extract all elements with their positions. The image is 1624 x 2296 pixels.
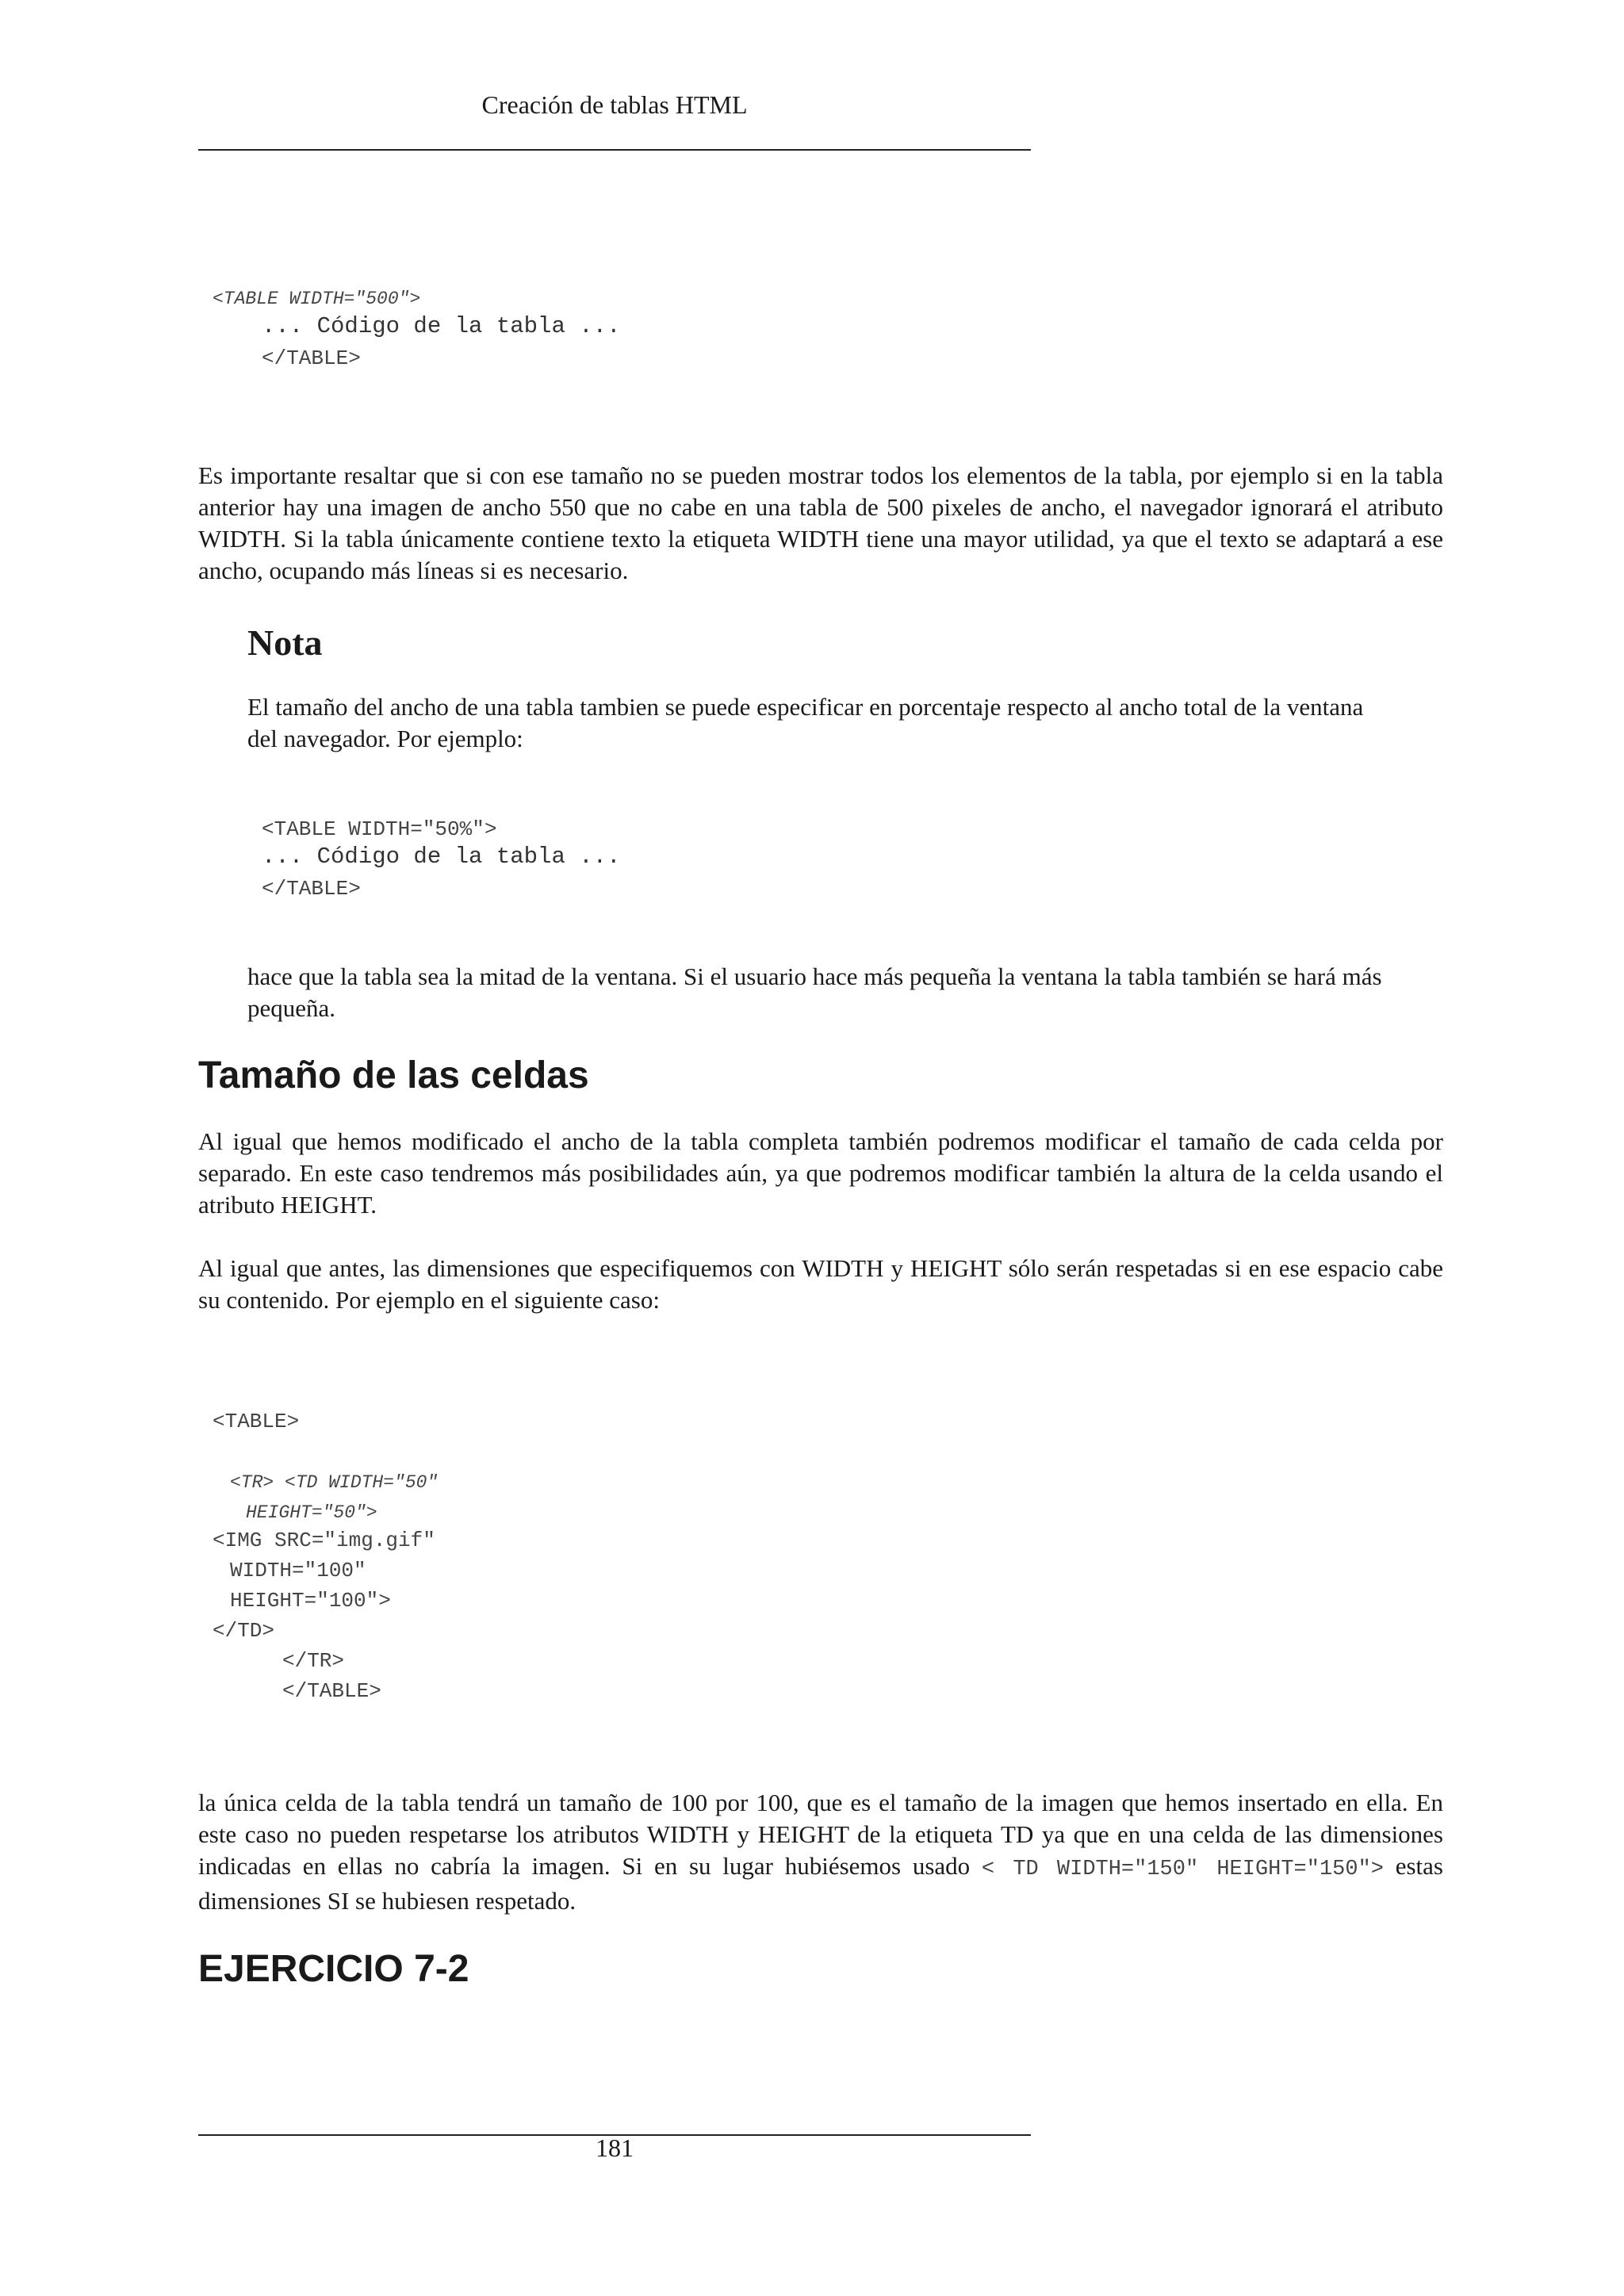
code-line: HEIGHT="100">: [230, 1589, 391, 1613]
code-line: </TR>: [282, 1649, 345, 1673]
code-line: ... Código de la tabla ...: [262, 844, 621, 870]
body-paragraph: Al igual que hemos modificado el ancho de la tabla completa también podremos modificar el tamaño de cada celda por separado. En este caso tendremos más posibilidades aún, ya que podremos modificar también la altura de la celda usando el atributo HEIGHT.: [198, 1127, 1443, 1219]
section-heading: EJERCICIO 7-2: [198, 1948, 469, 1990]
code-line: <IMG SRC="img.gif": [213, 1529, 435, 1552]
note-after-paragraph: hace que la tabla sea la mitad de la ventana. Si el usuario hace más pequeña la ventana la tabla también se hará más pequeña.: [247, 962, 1382, 1022]
code-line: <TABLE WIDTH="50%">: [262, 817, 497, 841]
inline-code: < TD WIDTH="150" HEIGHT="150">: [981, 1858, 1384, 1881]
note-title: Nota: [247, 622, 323, 663]
note-paragraph: El tamaño del ancho de una tabla tambien se puede especificar en porcentaje respecto al ancho total de la ventana del navegador. Por ejemplo:: [247, 693, 1364, 752]
section-heading: Tamaño de las celdas: [198, 1054, 589, 1096]
code-line: <TABLE WIDTH="500">: [213, 289, 421, 309]
header-rule: [198, 149, 1031, 151]
code-line: <TR> <TD WIDTH="50": [230, 1472, 439, 1493]
code-line: </TABLE>: [262, 877, 361, 901]
code-line: </TABLE>: [262, 346, 361, 370]
code-line: <TABLE>: [213, 1410, 300, 1433]
body-paragraph: Al igual que antes, las dimensiones que especifiquemos con WIDTH y HEIGHT sólo serán respetadas si en ese espacio cabe su contenido. Por ejemplo en el siguiente caso:: [198, 1254, 1443, 1314]
body-paragraph: [198, 1787, 1443, 1917]
code-line: </TABLE>: [282, 1679, 381, 1703]
code-line: </TD>: [213, 1619, 275, 1643]
code-line: WIDTH="100": [230, 1559, 366, 1582]
body-paragraph: Es importante resaltar que si con ese tamaño no se pueden mostrar todos los elementos de la tabla, por ejemplo si en la tabla anterior hay una imagen de ancho 550 que no cabe en una tabla de 500 pixeles de ancho, el navegador ignorará el atributo WIDTH. Si la tabla únicamente contiene texto la etiqueta WIDTH tiene una mayor utilidad, ya que el texto se adaptará a ese ancho, ocupando más líneas si es necesario.: [198, 461, 1443, 584]
page-number: 181: [596, 2133, 634, 2162]
code-line: HEIGHT="50">: [246, 1502, 377, 1523]
paragraph-text: la única celda de la tabla tendrá un tamaño de 100 por 100, que es el tamaño de la imagen que hemos insertado en ella. En este caso no pueden respetarse los atributos WIDTH y HEIGHT de la etiqueta TD ya que en una celda de las dimensiones indicadas en ellas no cabría la imagen. Si en su lugar hubiésemos usado: [198, 1789, 1443, 1880]
page-header-title: Creación de tablas HTML: [481, 90, 748, 119]
code-line: ... Código de la tabla ...: [262, 313, 621, 339]
paragraph-text: estas dimensiones SI se hubiesen respetado.: [198, 1852, 1443, 1915]
